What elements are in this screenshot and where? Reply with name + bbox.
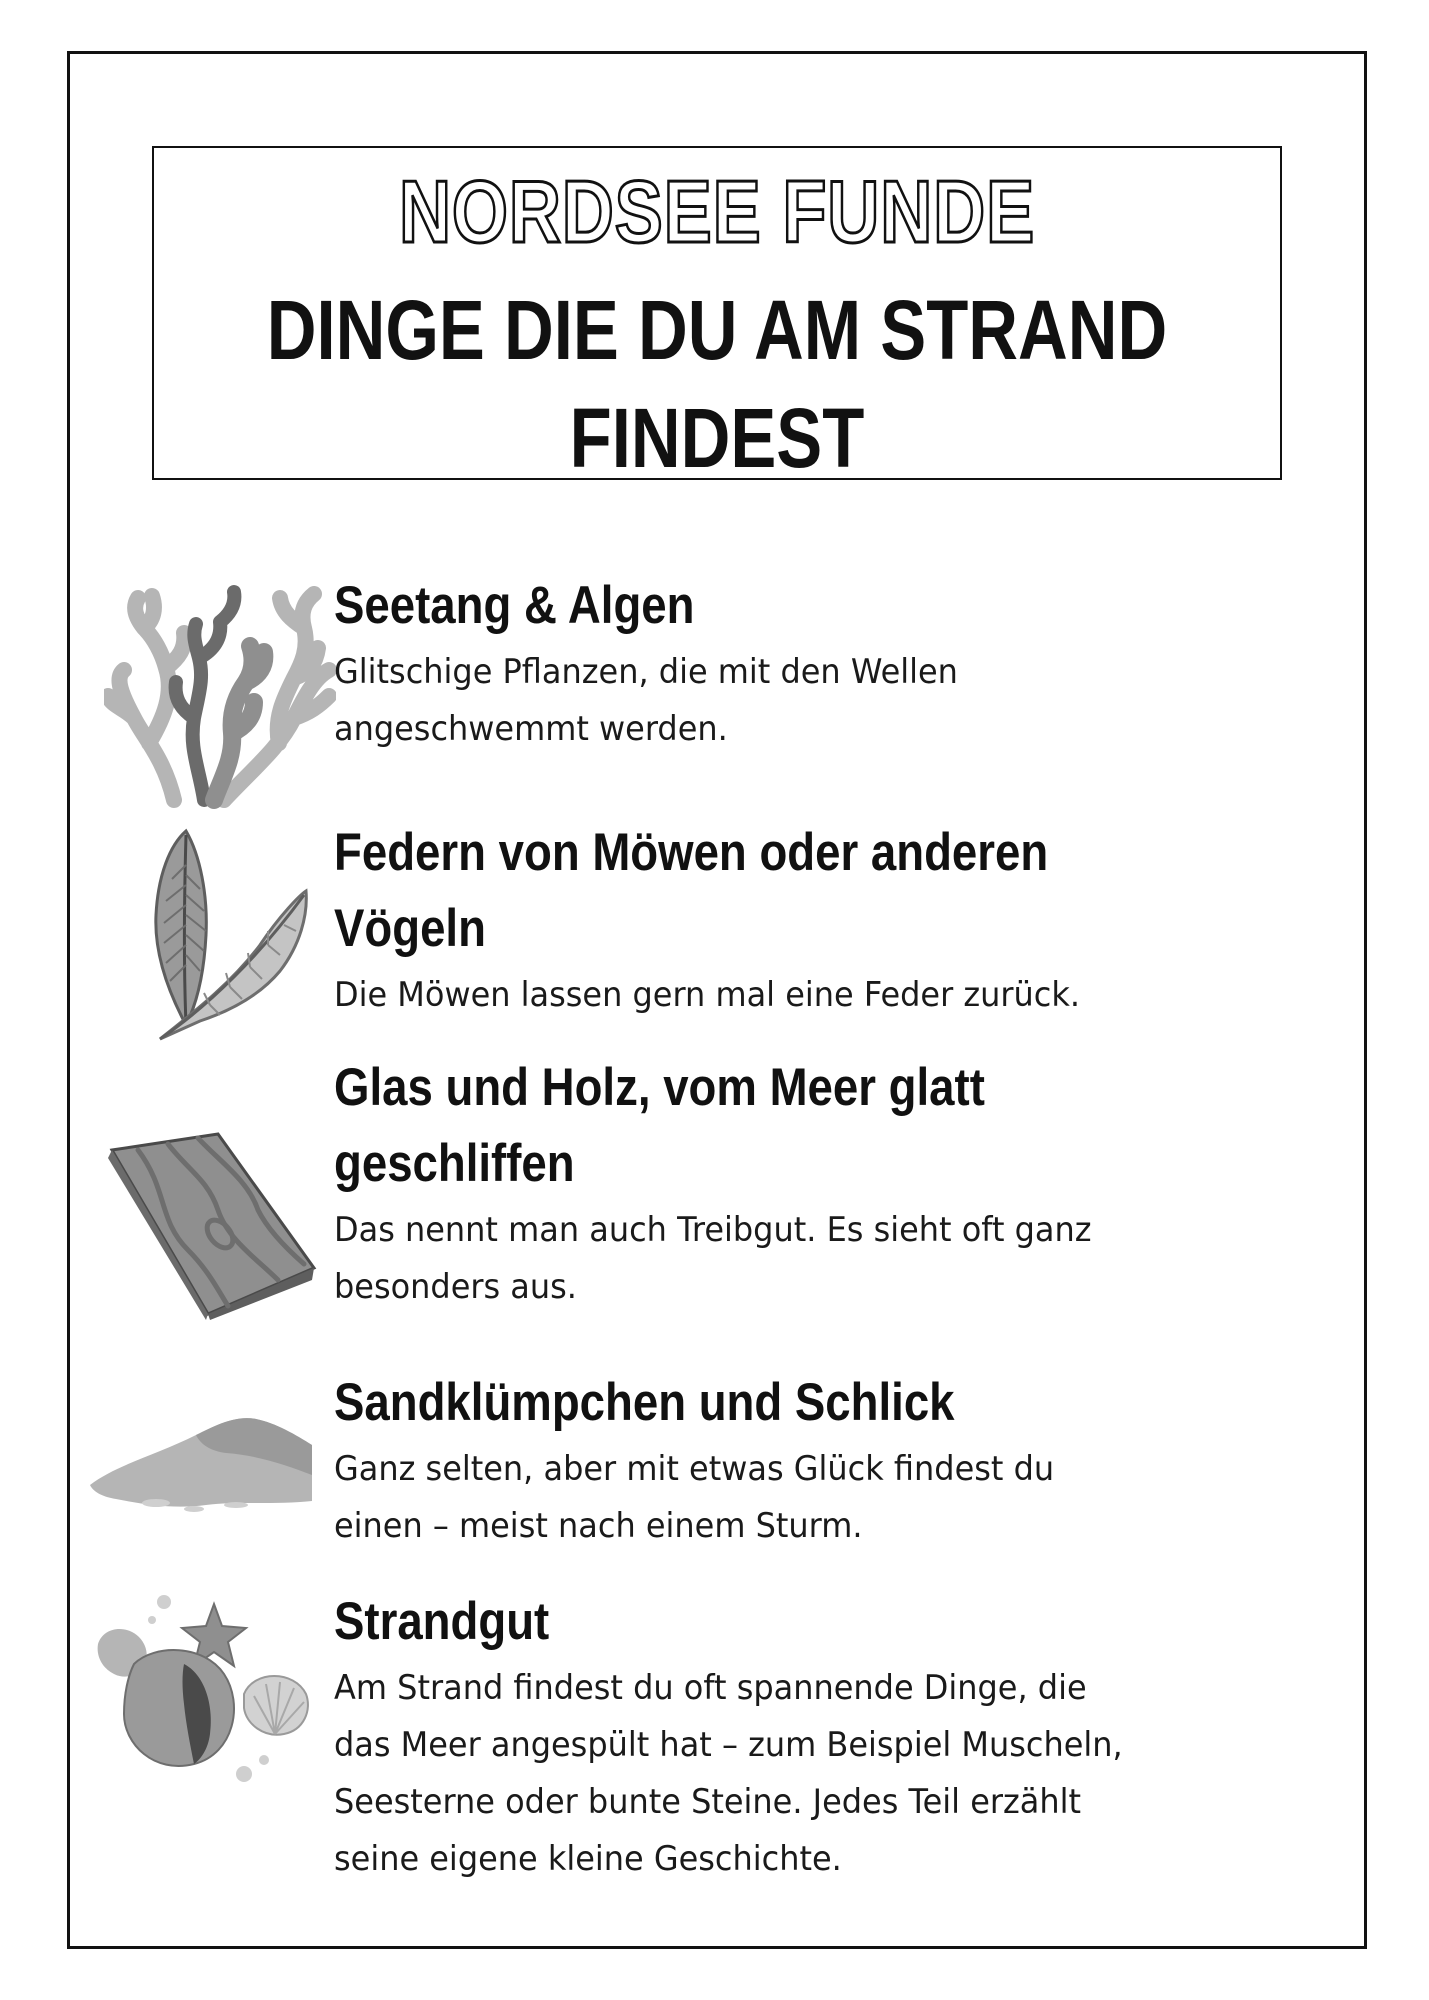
item-description (334, 1660, 1180, 1888)
feather-icon (150, 825, 310, 1043)
item-description-line: Die Möwen lassen gern mal eine Feder zurück. (334, 975, 1081, 1015)
item-description (334, 967, 1180, 1024)
item-heading: Vögeln (334, 899, 486, 958)
item-heading: Glas und Holz, vom Meer glatt (334, 1058, 985, 1117)
item-heading: Federn von Möwen oder anderen (334, 823, 1049, 882)
item-heading: Sandklümpchen und Schlick (334, 1373, 955, 1432)
item-description-line: Am Strand findest du oft spannende Dinge, die (334, 1668, 1087, 1708)
title-outline: NORDSEE FUNDE (398, 162, 1036, 261)
item-heading: Seetang & Algen (334, 576, 695, 635)
item-description-line: das Meer angespült hat – zum Beispiel Muscheln, (334, 1725, 1123, 1765)
page-title (255, 276, 1178, 492)
page-title-line-2: FINDEST (569, 391, 865, 485)
item-description-line: Seesterne oder bunte Steine. Jedes Teil erzählt (334, 1782, 1082, 1822)
item-description-line: angeschwemmt werden. (334, 709, 728, 749)
item-text (334, 1584, 1234, 1888)
item-description (334, 1441, 1180, 1555)
item-description-line: Glitschige Pflanzen, die mit den Wellen (334, 652, 958, 692)
page-title-line-1: DINGE DIE DU AM STRAND (266, 283, 1168, 377)
item-description (334, 1202, 1180, 1316)
item-description-line: besonders aus. (334, 1267, 577, 1307)
item-text (334, 568, 1234, 758)
item-heading: geschliffen (334, 1134, 575, 1193)
seaweed-icon (104, 578, 336, 810)
item-text (334, 815, 1234, 1024)
item-text (334, 1365, 1234, 1555)
item-heading: Strandgut (334, 1592, 550, 1651)
item-description-line: einen – meist nach einem Sturm. (334, 1506, 863, 1546)
item-description-line: Das nennt man auch Treibgut. Es sieht oft ganz (334, 1210, 1092, 1250)
title-box (152, 146, 1282, 485)
item-description-line: Ganz selten, aber mit etwas Glück findest du (334, 1449, 1055, 1489)
item-text (334, 1050, 1234, 1316)
item-description-line: seine eigene kleine Geschichte. (334, 1839, 842, 1879)
shells-icon (94, 1584, 314, 1784)
item-description (334, 644, 1180, 758)
sand-pile-icon (86, 1405, 316, 1515)
driftwood-icon (108, 1130, 318, 1320)
